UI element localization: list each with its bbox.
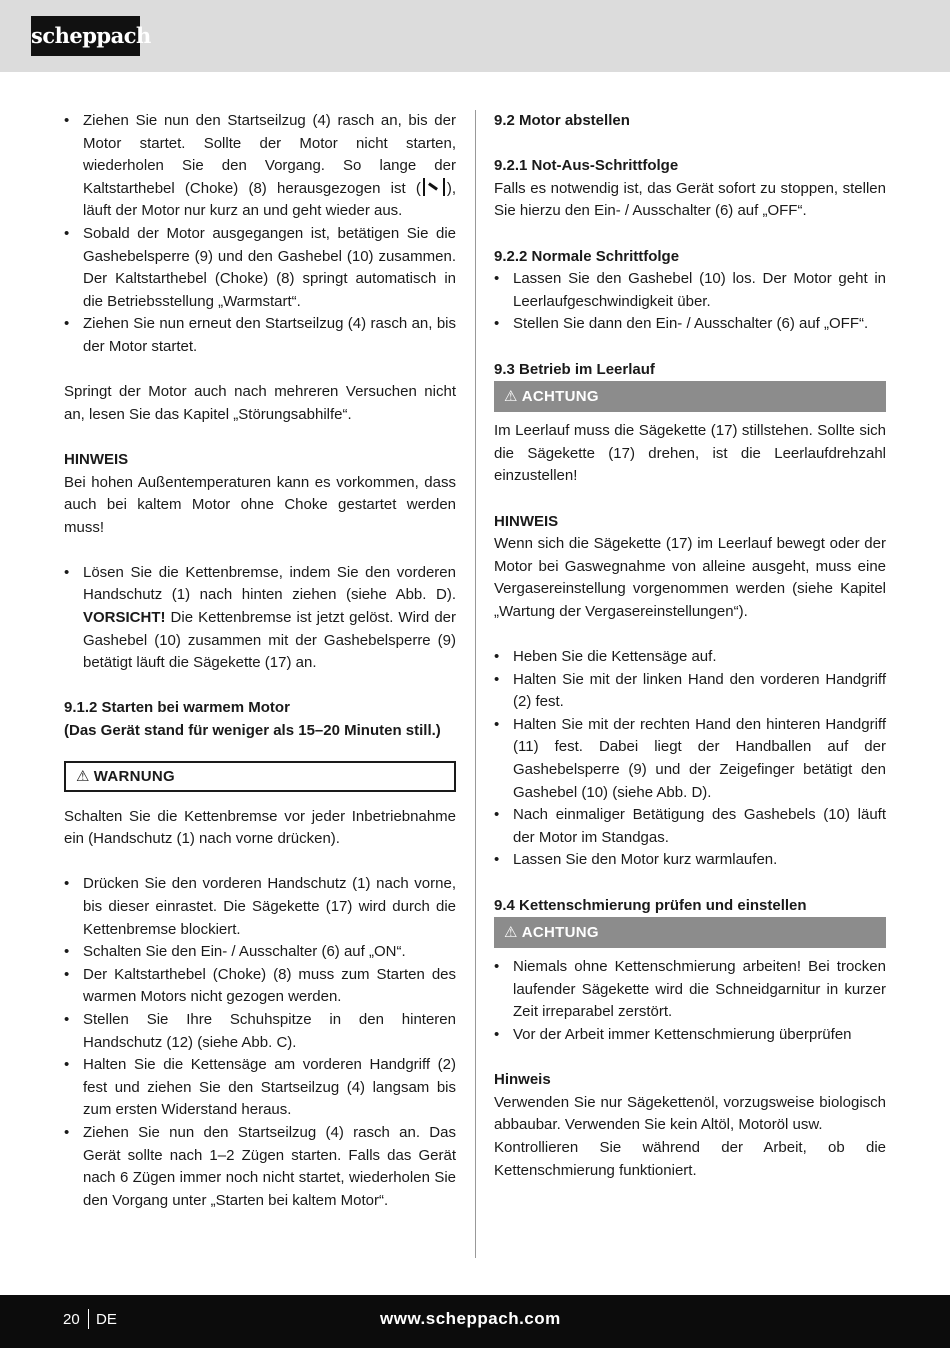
list-item: • Lassen Sie den Motor kurz warmlaufen. (494, 849, 886, 872)
list-item: • Halten Sie mit der rechten Hand den hinteren Handgriff (11) fest. Dabei liegt der Handballen auf der Gashebelsperre (9) und der Zeigefinger betätigt den Gashebel (10) (siehe Abb. D). (494, 714, 886, 804)
paragraph: Falls es notwendig ist, das Gerät sofort zu stoppen, stellen Sie hierzu den Ein- / Ausschalter (6) auf „OFF“. (494, 179, 886, 220)
warning-triangle-icon: ⚠ (504, 924, 518, 942)
list-item: • Sobald der Motor ausgegangen ist, betätigen Sie die Gashebelsperre (9) und den Gashebel (10) zusammen. Der Kaltstarthebel (Choke) (8) springt automatisch in die Betriebsstellung „Warmstart“. (64, 223, 456, 313)
paragraph: Verwenden Sie nur Sägekettenöl, vorzugsweise biologisch abbaubar. Verwenden Sie kein Altöl, Motoröl usw. (494, 1093, 886, 1134)
list-item: • Stellen Sie dann den Ein- / Ausschalter (6) auf „OFF“. (494, 313, 886, 336)
list-item: • Heben Sie die Kettensäge auf. (494, 646, 886, 669)
list-item: • Lösen Sie die Kettenbremse, indem Sie den vorderen Handschutz (1) nach hinten ziehen (siehe Abb. D). VORSICHT! Die Kettenbremse ist jetzt gelöst. Wird der Gashebel (10) zusammen mit der Gashebelsperre (9) betätigt läuft die Sägekette (17) an. (64, 562, 456, 675)
list-item: • Halten Sie die Kettensäge am vorderen Handgriff (2) fest und ziehen Sie den Startseilzug (4) langsam bis zum ersten Widerstand heraus. (64, 1054, 456, 1122)
choke-icon (423, 178, 445, 196)
paragraph: Springt der Motor auch nach mehreren Versuchen nicht an, lesen Sie das Kapitel „Störungsabhilfe“. (64, 383, 456, 423)
paragraph: Im Leerlauf muss die Sägekette (17) stillstehen. Sollte sich die Sägekette (17) drehen, ist die Leerlaufdrehzahl einzustellen! (494, 422, 886, 485)
list-item: • Niemals ohne Kettenschmierung arbeiten! Bei trocken laufender Sägekette wird die Schneidgarnitur in kurzer Zeit irreparabel zerstört. (494, 956, 886, 1024)
warning-triangle-icon: ⚠ (504, 388, 518, 406)
hinweis-heading: Hinweis (494, 1071, 551, 1089)
warm-start-steps (64, 873, 456, 1212)
hinweis-text: Bei hohen Außentemperaturen kann es vorkommen, dass auch bei kaltem Motor ohne Choke gestartet werden muss! (64, 473, 456, 536)
list-item: • Ziehen Sie nun den Startseilzug (4) rasch an, bis der Motor startet. Sollte der Motor nicht starten, wiederholen Sie den Vorgang. So lange der Kaltstarthebel (Choke) (8) herausgezogen ist ( ), läuft der Motor nur kurz an und geht wieder aus. (64, 110, 456, 223)
list-item: • Stellen Sie Ihre Schuhspitze in den hinteren Handschutz (12) (siehe Abb. C). (64, 1009, 456, 1054)
list-item: • Vor der Arbeit immer Kettenschmierung überprüfen (494, 1024, 886, 1047)
right-column (494, 110, 886, 1182)
section-heading: 9.1.2 Starten bei warmem Motor (64, 699, 290, 717)
brake-steps (64, 562, 456, 675)
left-column (64, 110, 456, 1212)
section-subheading: (Das Gerät stand für weniger als 15–20 Minuten still.) (64, 722, 441, 740)
warning-box: ⚠ WARNUNG (64, 761, 456, 792)
section-heading: 9.3 Betrieb im Leerlauf (494, 360, 655, 378)
list-item: • Ziehen Sie nun den Startseilzug (4) rasch an. Das Gerät sollte nach 1–2 Zügen starten. Falls das Gerät nach 6 Zügen immer noch nicht startet, wiederholen Sie den Vorgang unter „Starten bei kaltem Motor“. (64, 1122, 456, 1212)
brand-logo: scheppach (31, 16, 140, 56)
hinweis-text: Wenn sich die Sägekette (17) im Leerlauf bewegt oder der Motor bei Gaswegnahme von alleine ausgeht, muss eine Vergasereinstellung vorgenommen werden (siehe Kapitel „Wartung der Vergasereinstellungen“). (494, 535, 886, 620)
lubrication-steps (494, 956, 886, 1046)
website-url: www.scheppach.com (380, 1309, 561, 1328)
warning-text: Schalten Sie die Kettenbremse vor jeder Inbetriebnahme ein (Handschutz (1) nach vorne drücken). (64, 807, 456, 848)
page-header (0, 0, 950, 72)
footer-divider (88, 1309, 89, 1329)
section-heading: 9.2.2 Normale Schrittfolge (494, 247, 680, 265)
language-code: DE (96, 1311, 117, 1328)
page-footer (0, 1295, 950, 1348)
achtung-box: ⚠ ACHTUNG (494, 917, 886, 948)
list-item: • Schalten Sie den Ein- / Ausschalter (6) auf „ON“. (64, 941, 456, 964)
list-item: • Nach einmaliger Betätigung des Gashebels (10) läuft der Motor im Standgas. (494, 804, 886, 849)
hinweis-heading: HINWEIS (64, 450, 129, 468)
list-item: • Der Kaltstarthebel (Choke) (8) muss zum Starten des warmen Motors nicht gezogen werden. (64, 964, 456, 1009)
idle-steps (494, 646, 886, 872)
list-item: • Ziehen Sie nun erneut den Startseilzug (4) rasch an, bis der Motor startet. (64, 313, 456, 358)
stop-steps (494, 268, 886, 336)
list-item: • Lassen Sie den Gashebel (10) los. Der Motor geht in Leerlaufgeschwindigkeit über. (494, 268, 886, 313)
section-heading: 9.2 Motor abstellen (494, 112, 630, 129)
hinweis-heading: HINWEIS (494, 512, 559, 530)
cold-start-steps (64, 110, 456, 359)
achtung-box: ⚠ ACHTUNG (494, 381, 886, 412)
paragraph: Kontrollieren Sie während der Arbeit, ob die Kettenschmierung funktioniert. (494, 1138, 886, 1179)
section-heading: 9.4 Kettenschmierung prüfen und einstellen (494, 896, 807, 914)
page-number: 20 (63, 1311, 80, 1328)
list-item: • Drücken Sie den vorderen Handschutz (1) nach vorne, bis dieser einrastet. Die Sägekette (17) wird durch die Kettenbremse blockiert. (64, 873, 456, 941)
list-item: • Halten Sie mit der linken Hand den vorderen Handgriff (2) fest. (494, 669, 886, 714)
caution-label: VORSICHT! (83, 609, 166, 627)
column-divider (475, 110, 476, 1258)
warning-triangle-icon: ⚠ (76, 767, 90, 785)
section-heading: 9.2.1 Not-Aus-Schrittfolge (494, 157, 679, 175)
